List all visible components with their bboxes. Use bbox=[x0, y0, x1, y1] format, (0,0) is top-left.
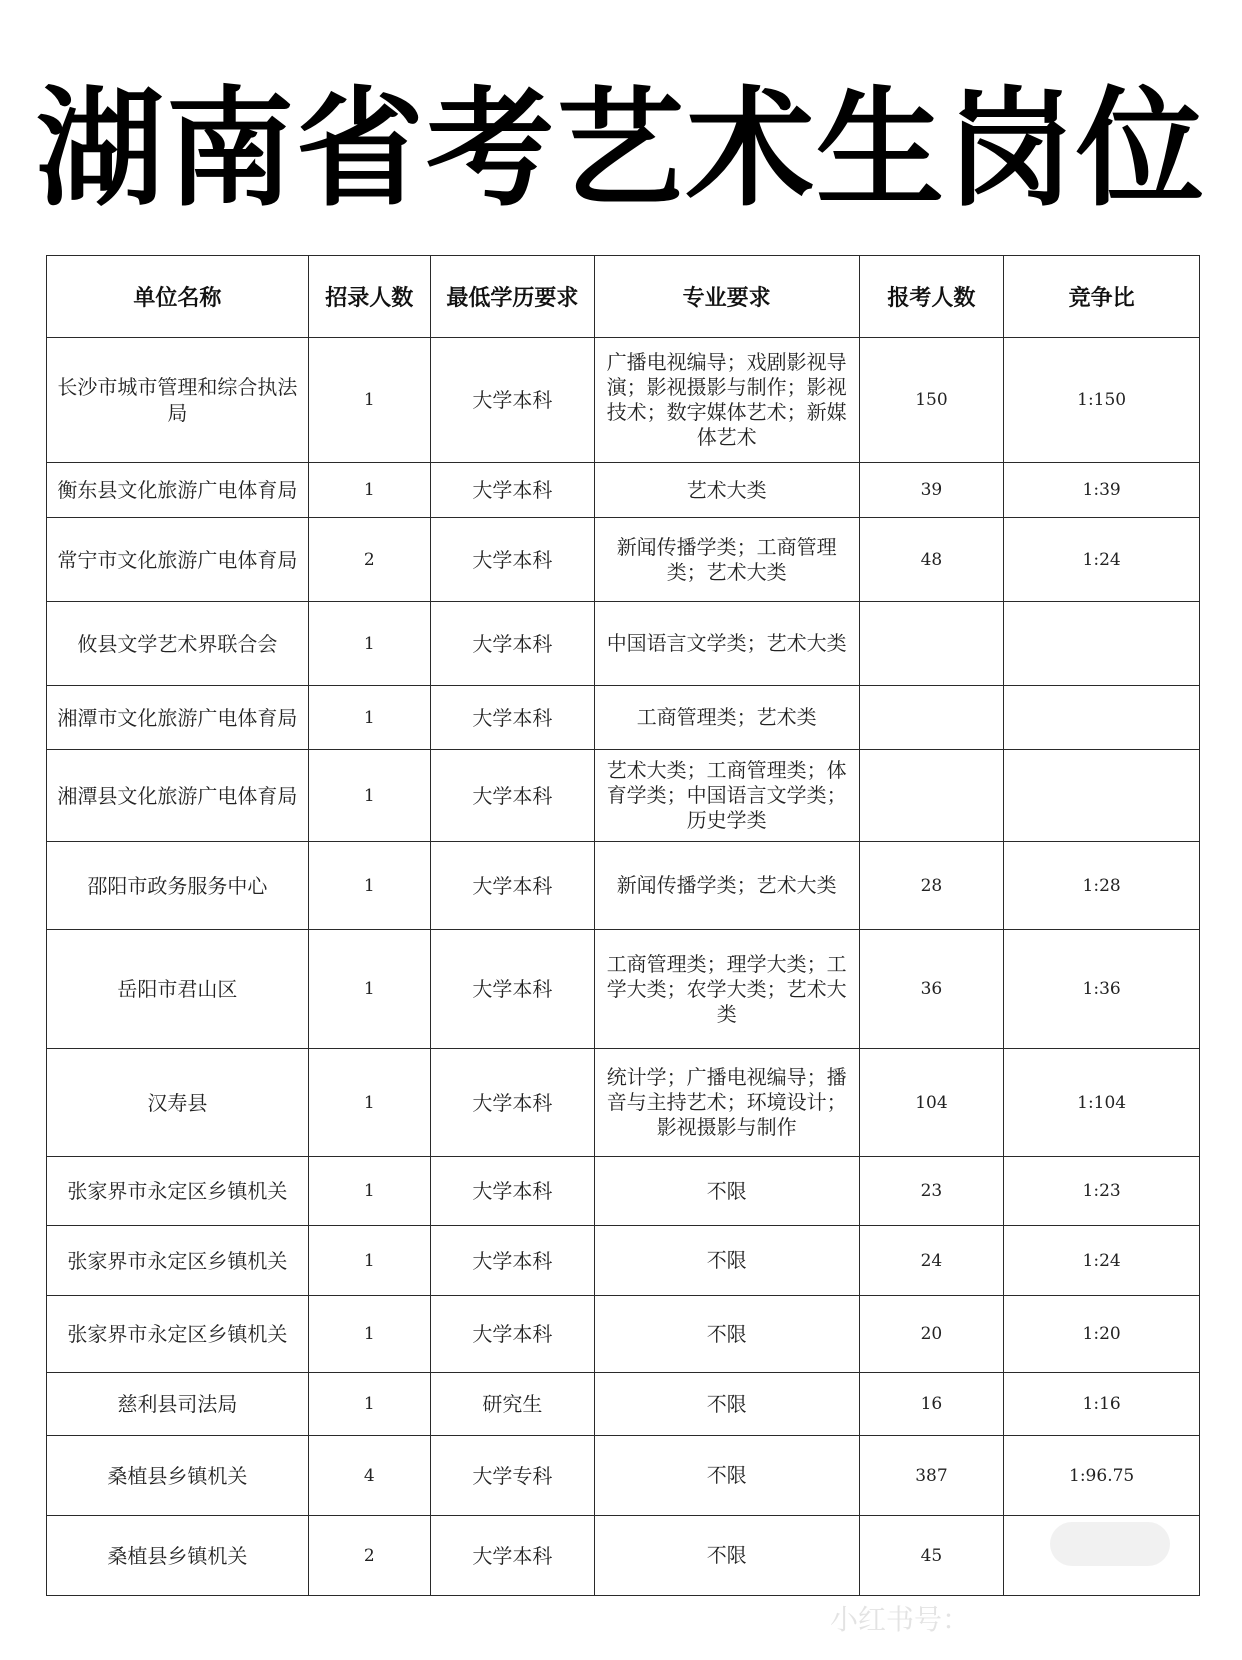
applicants-cell: 150 bbox=[859, 338, 1004, 463]
watermark-text: 小红书号： bbox=[830, 1603, 971, 1636]
applicants-cell: 39 bbox=[859, 463, 1004, 518]
unit-name-cell: 岳阳市君山区 bbox=[47, 930, 309, 1049]
education-cell: 大学本科 bbox=[430, 686, 594, 750]
recruit-count-cell: 2 bbox=[308, 1516, 430, 1596]
ratio-cell: 1:24 bbox=[1004, 518, 1200, 602]
applicants-cell: 16 bbox=[859, 1373, 1004, 1436]
applicants-cell: 24 bbox=[859, 1226, 1004, 1296]
unit-name-cell: 攸县文学艺术界联合会 bbox=[47, 602, 309, 686]
major-cell: 不限 bbox=[594, 1226, 859, 1296]
education-cell: 大学专科 bbox=[430, 1436, 594, 1516]
recruit-count-cell: 1 bbox=[308, 1157, 430, 1226]
table-row bbox=[47, 1296, 1200, 1373]
table-row bbox=[47, 930, 1200, 1049]
table-row bbox=[47, 1373, 1200, 1436]
ratio-cell: 1:24 bbox=[1004, 1226, 1200, 1296]
applicants-cell: 48 bbox=[859, 518, 1004, 602]
table-row bbox=[47, 1516, 1200, 1596]
major-cell: 不限 bbox=[594, 1373, 859, 1436]
unit-name-cell: 慈利县司法局 bbox=[47, 1373, 309, 1436]
applicants-cell bbox=[859, 602, 1004, 686]
table-row bbox=[47, 1436, 1200, 1516]
ratio-cell: 1:28 bbox=[1004, 842, 1200, 930]
header-min-education: 最低学历要求 bbox=[430, 256, 594, 338]
table-row bbox=[47, 518, 1200, 602]
major-cell: 不限 bbox=[594, 1296, 859, 1373]
major-cell: 艺术大类；工商管理类；体育学类；中国语言文学类；历史学类 bbox=[594, 750, 859, 842]
recruit-count-cell: 2 bbox=[308, 518, 430, 602]
table-row bbox=[47, 463, 1200, 518]
header-major-requirement: 专业要求 bbox=[594, 256, 859, 338]
major-cell: 新闻传播学类；艺术大类 bbox=[594, 842, 859, 930]
recruit-count-cell: 1 bbox=[308, 463, 430, 518]
ratio-cell bbox=[1004, 686, 1200, 750]
recruit-count-cell: 1 bbox=[308, 1049, 430, 1157]
major-cell: 新闻传播学类；工商管理类；艺术大类 bbox=[594, 518, 859, 602]
ratio-cell: 1:20 bbox=[1004, 1296, 1200, 1373]
ratio-cell: 1:104 bbox=[1004, 1049, 1200, 1157]
recruit-count-cell: 1 bbox=[308, 1373, 430, 1436]
education-cell: 大学本科 bbox=[430, 1049, 594, 1157]
table-row bbox=[47, 842, 1200, 930]
ratio-cell: 1:16 bbox=[1004, 1373, 1200, 1436]
header-unit-name: 单位名称 bbox=[47, 256, 309, 338]
major-cell: 不限 bbox=[594, 1516, 859, 1596]
table-row bbox=[47, 1049, 1200, 1157]
applicants-cell: 104 bbox=[859, 1049, 1004, 1157]
unit-name-cell: 张家界市永定区乡镇机关 bbox=[47, 1157, 309, 1226]
page-title: 湖南省考艺术生岗位 bbox=[35, 75, 1206, 224]
education-cell: 大学本科 bbox=[430, 930, 594, 1049]
table-row bbox=[47, 1226, 1200, 1296]
ratio-cell: 1:96.75 bbox=[1004, 1436, 1200, 1516]
major-cell: 不限 bbox=[594, 1436, 859, 1516]
unit-name-cell: 桑植县乡镇机关 bbox=[47, 1436, 309, 1516]
major-cell: 工商管理类；艺术类 bbox=[594, 686, 859, 750]
unit-name-cell: 邵阳市政务服务中心 bbox=[47, 842, 309, 930]
recruit-count-cell: 1 bbox=[308, 750, 430, 842]
positions-table bbox=[46, 255, 1200, 1596]
unit-name-cell: 湘潭县文化旅游广电体育局 bbox=[47, 750, 309, 842]
education-cell: 大学本科 bbox=[430, 1226, 594, 1296]
education-cell: 研究生 bbox=[430, 1373, 594, 1436]
major-cell: 不限 bbox=[594, 1157, 859, 1226]
unit-name-cell: 长沙市城市管理和综合执法局 bbox=[47, 338, 309, 463]
applicants-cell bbox=[859, 750, 1004, 842]
applicants-cell: 23 bbox=[859, 1157, 1004, 1226]
unit-name-cell: 桑植县乡镇机关 bbox=[47, 1516, 309, 1596]
applicants-cell: 387 bbox=[859, 1436, 1004, 1516]
table-row bbox=[47, 750, 1200, 842]
major-cell: 工商管理类；理学大类；工学大类；农学大类；艺术大类 bbox=[594, 930, 859, 1049]
education-cell: 大学本科 bbox=[430, 463, 594, 518]
ratio-cell: 1:150 bbox=[1004, 338, 1200, 463]
table-row bbox=[47, 686, 1200, 750]
major-cell: 中国语言文学类；艺术大类 bbox=[594, 602, 859, 686]
applicants-cell: 20 bbox=[859, 1296, 1004, 1373]
table-row bbox=[47, 602, 1200, 686]
education-cell: 大学本科 bbox=[430, 1157, 594, 1226]
education-cell: 大学本科 bbox=[430, 518, 594, 602]
ratio-cell: 1:36 bbox=[1004, 930, 1200, 1049]
recruit-count-cell: 1 bbox=[308, 1296, 430, 1373]
major-cell: 广播电视编导；戏剧影视导演；影视摄影与制作；影视技术；数字媒体艺术；新媒体艺术 bbox=[594, 338, 859, 463]
ratio-cell: 1:39 bbox=[1004, 463, 1200, 518]
unit-name-cell: 张家界市永定区乡镇机关 bbox=[47, 1226, 309, 1296]
recruit-count-cell: 1 bbox=[308, 602, 430, 686]
education-cell: 大学本科 bbox=[430, 338, 594, 463]
table-header-row bbox=[47, 256, 1200, 338]
education-cell: 大学本科 bbox=[430, 602, 594, 686]
recruit-count-cell: 1 bbox=[308, 842, 430, 930]
unit-name-cell: 汉寿县 bbox=[47, 1049, 309, 1157]
applicants-cell bbox=[859, 686, 1004, 750]
table-row bbox=[47, 338, 1200, 463]
education-cell: 大学本科 bbox=[430, 750, 594, 842]
header-competition-ratio: 竞争比 bbox=[1004, 256, 1200, 338]
table-row bbox=[47, 1157, 1200, 1226]
unit-name-cell: 张家界市永定区乡镇机关 bbox=[47, 1296, 309, 1373]
ratio-cell bbox=[1004, 750, 1200, 842]
education-cell: 大学本科 bbox=[430, 1296, 594, 1373]
ratio-cell: 1:23 bbox=[1004, 1157, 1200, 1226]
major-cell: 统计学；广播电视编导；播音与主持艺术；环境设计；影视摄影与制作 bbox=[594, 1049, 859, 1157]
unit-name-cell: 湘潭市文化旅游广电体育局 bbox=[47, 686, 309, 750]
applicants-cell: 45 bbox=[859, 1516, 1004, 1596]
applicants-cell: 28 bbox=[859, 842, 1004, 930]
header-recruit-count: 招录人数 bbox=[308, 256, 430, 338]
recruit-count-cell: 4 bbox=[308, 1436, 430, 1516]
major-cell: 艺术大类 bbox=[594, 463, 859, 518]
unit-name-cell: 衡东县文化旅游广电体育局 bbox=[47, 463, 309, 518]
unit-name-cell: 常宁市文化旅游广电体育局 bbox=[47, 518, 309, 602]
recruit-count-cell: 1 bbox=[308, 930, 430, 1049]
education-cell: 大学本科 bbox=[430, 1516, 594, 1596]
applicants-cell: 36 bbox=[859, 930, 1004, 1049]
education-cell: 大学本科 bbox=[430, 842, 594, 930]
watermark-logo-icon bbox=[1050, 1522, 1170, 1566]
recruit-count-cell: 1 bbox=[308, 686, 430, 750]
recruit-count-cell: 1 bbox=[308, 1226, 430, 1296]
ratio-cell bbox=[1004, 602, 1200, 686]
header-applicants: 报考人数 bbox=[859, 256, 1004, 338]
recruit-count-cell: 1 bbox=[308, 338, 430, 463]
